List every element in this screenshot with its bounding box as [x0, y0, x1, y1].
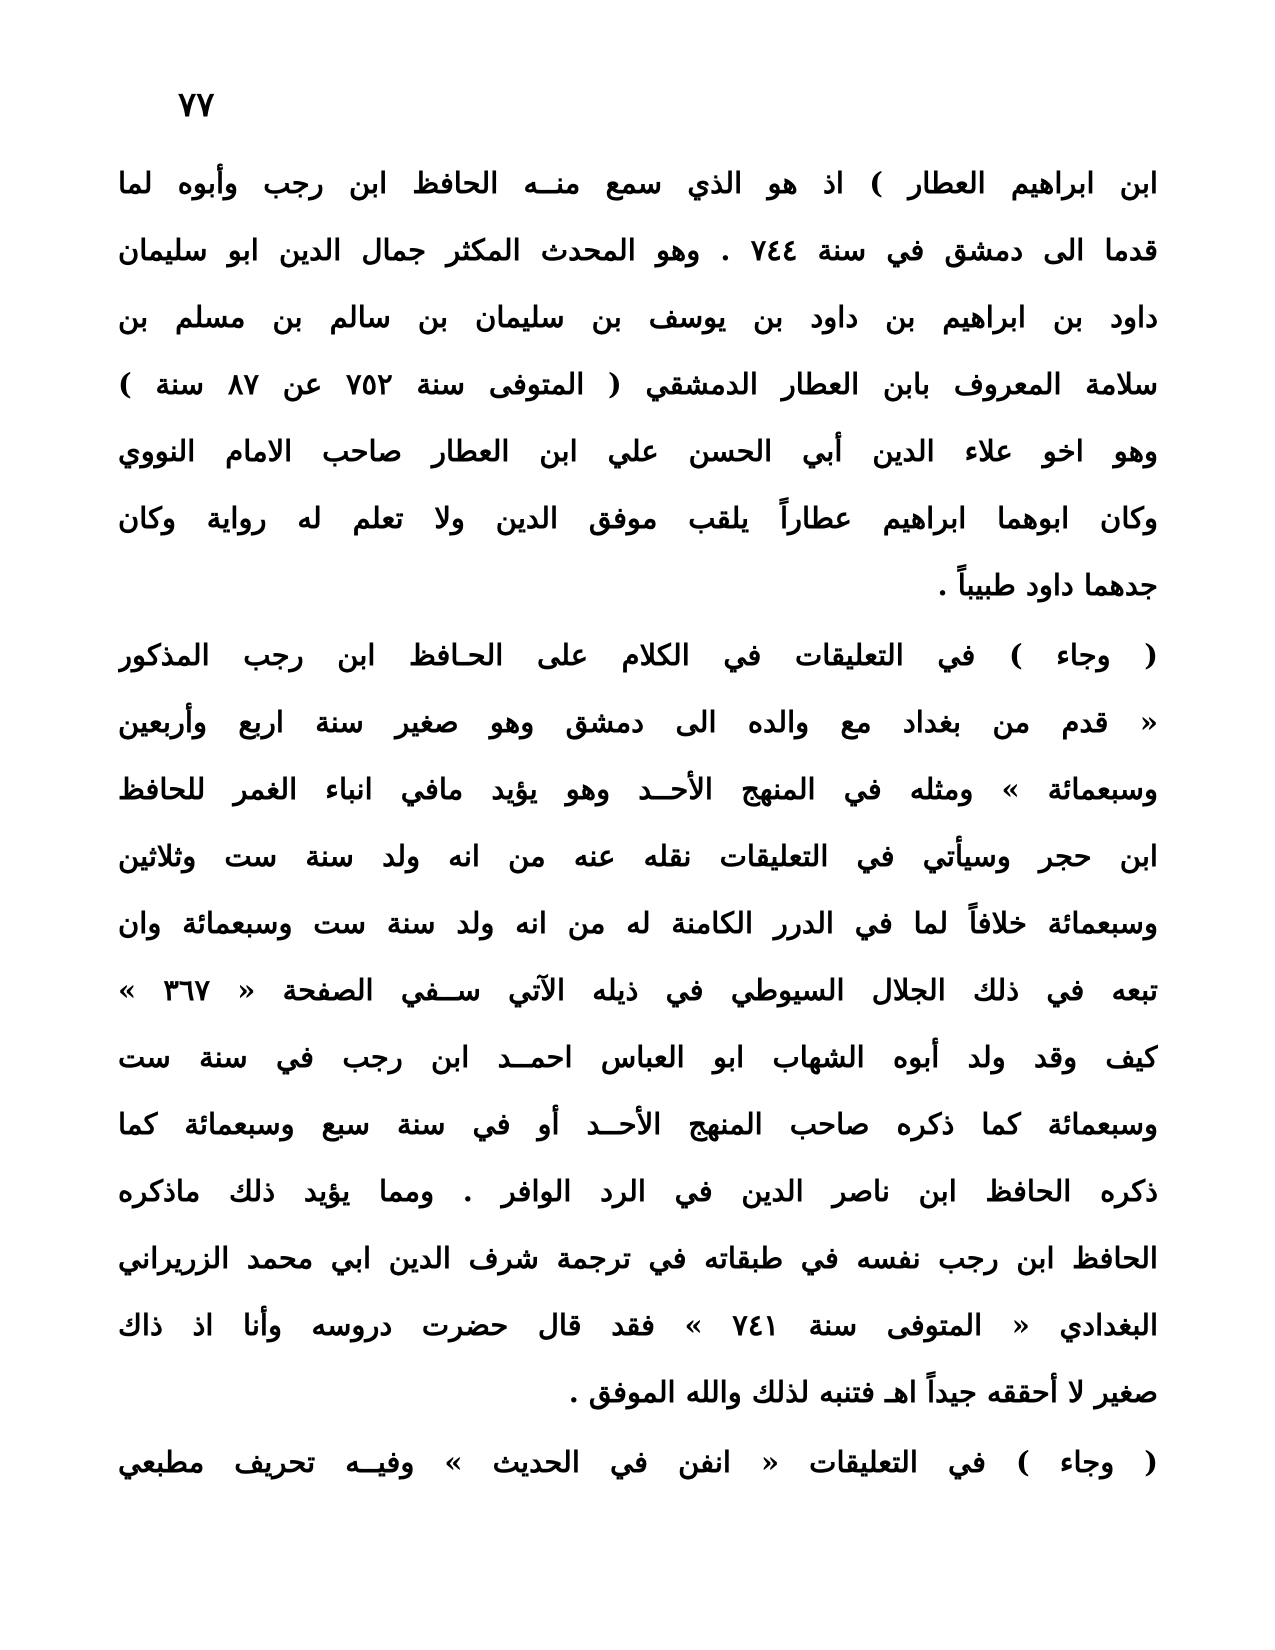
text-line: البغدادي « المتوفى سنة ٧٤١ » فقد قال حضرت دروسه وأنا اذ ذاك	[118, 1308, 1158, 1342]
text-line: وكان ابوهما ابراهيم عطاراً يلقب موفق الدين ولا تعلم له رواية وكان	[118, 501, 1158, 535]
body-text	[118, 150, 1158, 1496]
page-number: ٧٧	[178, 85, 215, 125]
text-line: ذكره الحافظ ابن ناصر الدين في الرد الوافر . ومما يؤيد ذلك ماذكره	[118, 1174, 1158, 1208]
text-line: الحافظ ابن رجب نفسه في طبقاته في ترجمة شرف الدين ابي محمد الزريراني	[118, 1241, 1158, 1275]
text-line: « قدم من بغداد مع والده الى دمشق وهو صغير سنة اربع وأربعين	[118, 705, 1158, 739]
text-line: ( وجاء ) في التعليقات « انفن في الحديث » وفيــه تحريف مطبعي	[118, 1445, 1158, 1479]
text-line: ابن حجر وسيأتي في التعليقات نقله عنه من انه ولد سنة ست وثلاثين	[118, 839, 1158, 873]
text-line: ابن ابراهيم العطار ) اذ هو الذي سمع منــه الحافظ ابن رجب وأبوه لما	[118, 166, 1158, 200]
text-line: وسبعمائة كما ذكره صاحب المنهج الأحــد أو في سنة سبع وسبعمائة كما	[118, 1107, 1158, 1141]
text-line: وسبعمائة خلافاً لما في الدرر الكامنة له من انه ولد سنة ست وسبعمائة وان	[118, 906, 1158, 940]
text-line: وهو اخو علاء الدين أبي الحسن علي ابن العطار صاحب الامام النووي	[118, 434, 1158, 468]
text-line: داود بن ابراهيم بن داود بن يوسف بن سليمان بن سالم بن مسلم بن	[118, 300, 1158, 334]
text-line: كيف وقد ولد أبوه الشهاب ابو العباس احمــد ابن رجب في سنة ست	[118, 1040, 1158, 1074]
text-line: تبعه في ذلك الجلال السيوطي في ذيله الآتي ســفي الصفحة « ٣٦٧ »	[118, 973, 1158, 1007]
text-line: سلامة المعروف بابن العطار الدمشقي ( المتوفى سنة ٧٥٢ عن ٨٧ سنة )	[118, 367, 1158, 401]
text-line: وسبعمائة » ومثله في المنهج الأحــد وهو يؤيد مافي انباء الغمر للحافظ	[118, 772, 1158, 806]
text-line: قدما الى دمشق في سنة ٧٤٤ . وهو المحدث المكثر جمال الدين ابو سليمان	[118, 233, 1158, 267]
text-line: ( وجاء ) في التعليقات في الكلام على الحـافظ ابن رجب المذكور	[118, 638, 1158, 672]
text-line: جدهما داود طبيباً .	[937, 568, 1158, 602]
text-line: صغير لا أحققه جيداً اهـ فتنبه لذلك والله الموفق .	[568, 1375, 1158, 1409]
